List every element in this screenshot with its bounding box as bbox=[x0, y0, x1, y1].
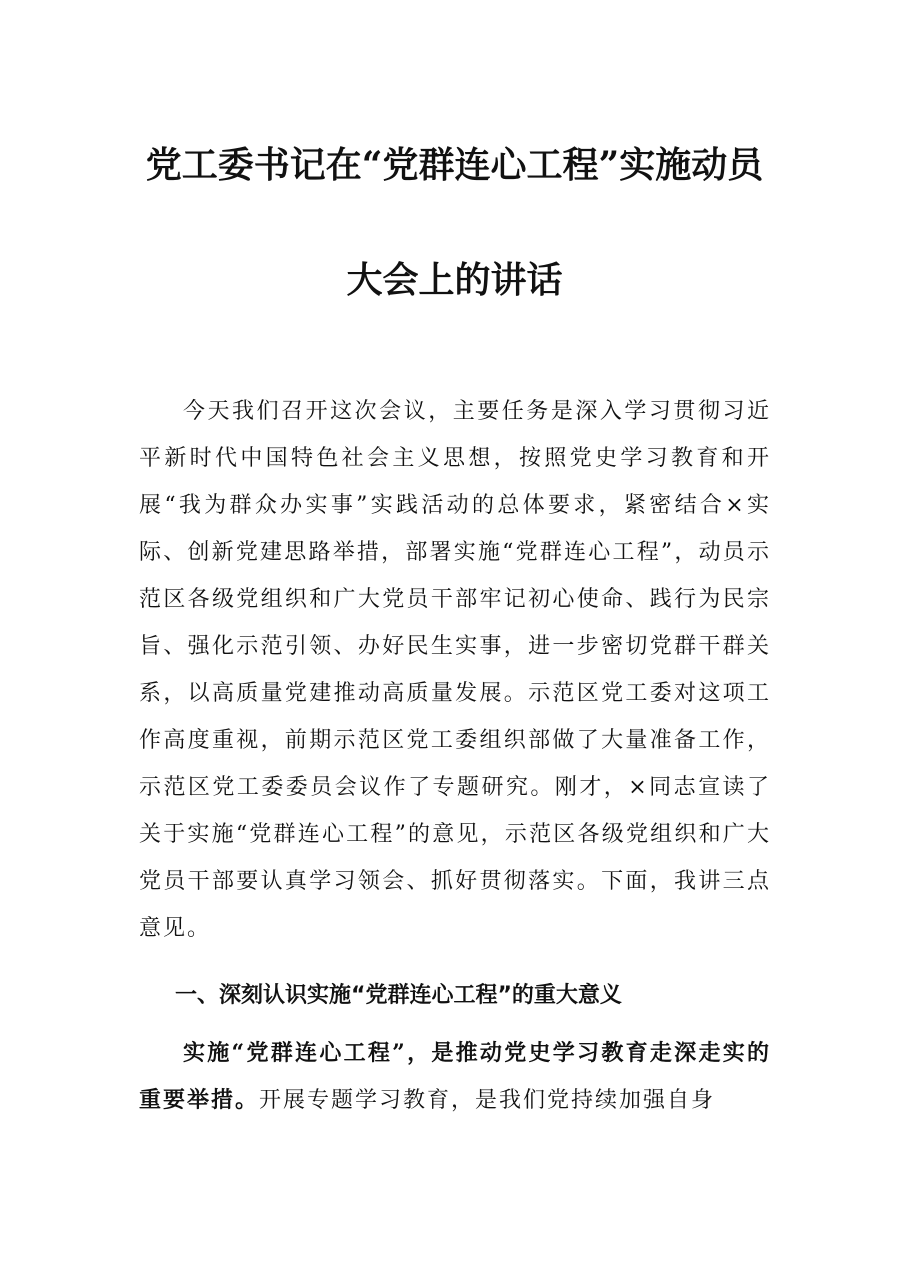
body-paragraph-section-1 bbox=[139, 1030, 771, 1124]
section-heading-1: 一、深刻认识实施“党群连心工程”的重大意义 bbox=[175, 983, 622, 1008]
paragraph-bold-lead: 实施“党群连心工程”，是推动党史学习教育走深走实的重要举措。 bbox=[139, 1040, 771, 1113]
body-paragraph-intro: 今天我们召开这次会议，主要任务是深入学习贯彻习近平新时代中国特色社会主义思想，按照党史学习教育和开展“我为群众办实事”实践活动的总体要求，紧密结合×实际、创新党建思路举措，部署实施“党群连心工程”，动员示范区各级党组织和广大党员干部牢记初心使命、践行为民宗旨、强化示范引领、办好民生实事，进一步密切党群干群关系，以高质量党建推动高质量发展。示范区党工委对这项工作高度重视，前期示范区党工委组织部做了大量准备工作，示范区党工委委员会议作了专题研究。刚才，×同志宣读了关于实施“党群连心工程”的意见，示范区各级党组织和广大党员干部要认真学习领会、抓好贯彻落实。下面，我讲三点意见。 bbox=[139, 399, 771, 941]
document-title-line-2: 大会上的讲话 bbox=[346, 259, 563, 301]
paragraph-rest-text: 开展专题学习教育，是我们党持续加强自身 bbox=[259, 1088, 716, 1113]
document-title-line-1: 党工委书记在“党群连心工程”实施动员 bbox=[145, 144, 764, 186]
